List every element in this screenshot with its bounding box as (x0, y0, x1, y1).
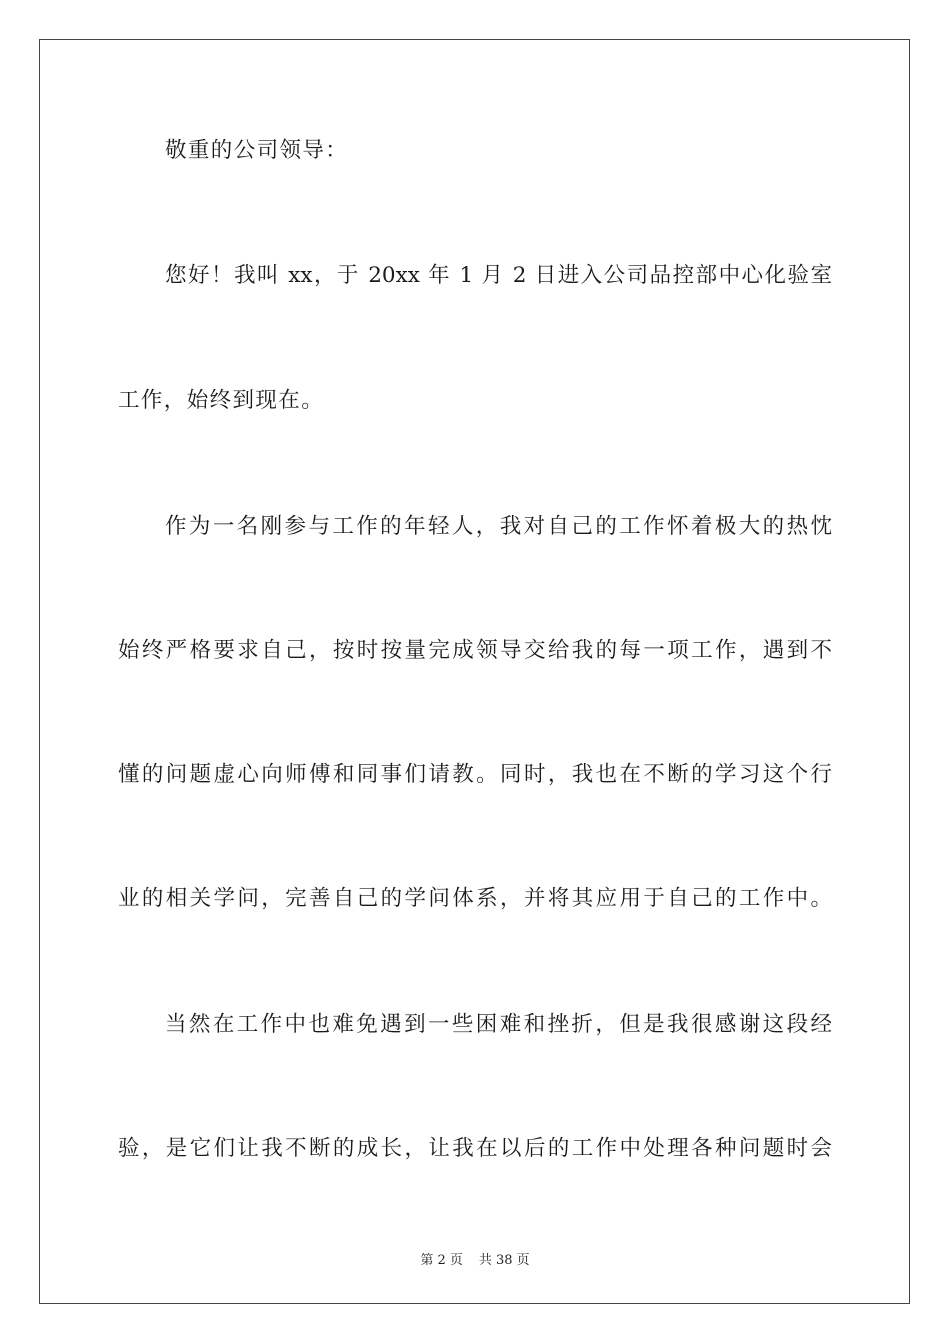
paragraph-line: 您好！我叫 xx，于 20xx 年 1 月 2 日进入公司品控部中心化验室 (165, 263, 832, 288)
paragraph-line: 验，是它们让我不断的成长，让我在以后的工作中处理各种问题时会 (118, 1136, 832, 1161)
paragraph-line: 懂的问题虚心向师傅和同事们请教。同时，我也在不断的学习这个行 (118, 762, 832, 787)
paragraph-line: 业的相关学问，完善自己的学问体系，并将其应用于自己的工作中。 (118, 886, 832, 911)
total-pages: 共 38 页 (478, 1253, 530, 1268)
salutation: 敬重的公司领导： (165, 138, 349, 163)
page-number: 第 2 页 (420, 1253, 463, 1268)
paragraph-line: 当然在工作中也难免遇到一些困难和挫折，但是我很感谢这段经 (165, 1012, 832, 1037)
page-frame (39, 39, 910, 1304)
paragraph-line: 始终严格要求自己，按时按量完成领导交给我的每一项工作，遇到不 (118, 638, 832, 663)
paragraph-line: 作为一名刚参与工作的年轻人，我对自己的工作怀着极大的热忱 (165, 514, 832, 539)
page-footer (0, 1249, 950, 1268)
paragraph-line: 工作，始终到现在。 (118, 388, 325, 413)
